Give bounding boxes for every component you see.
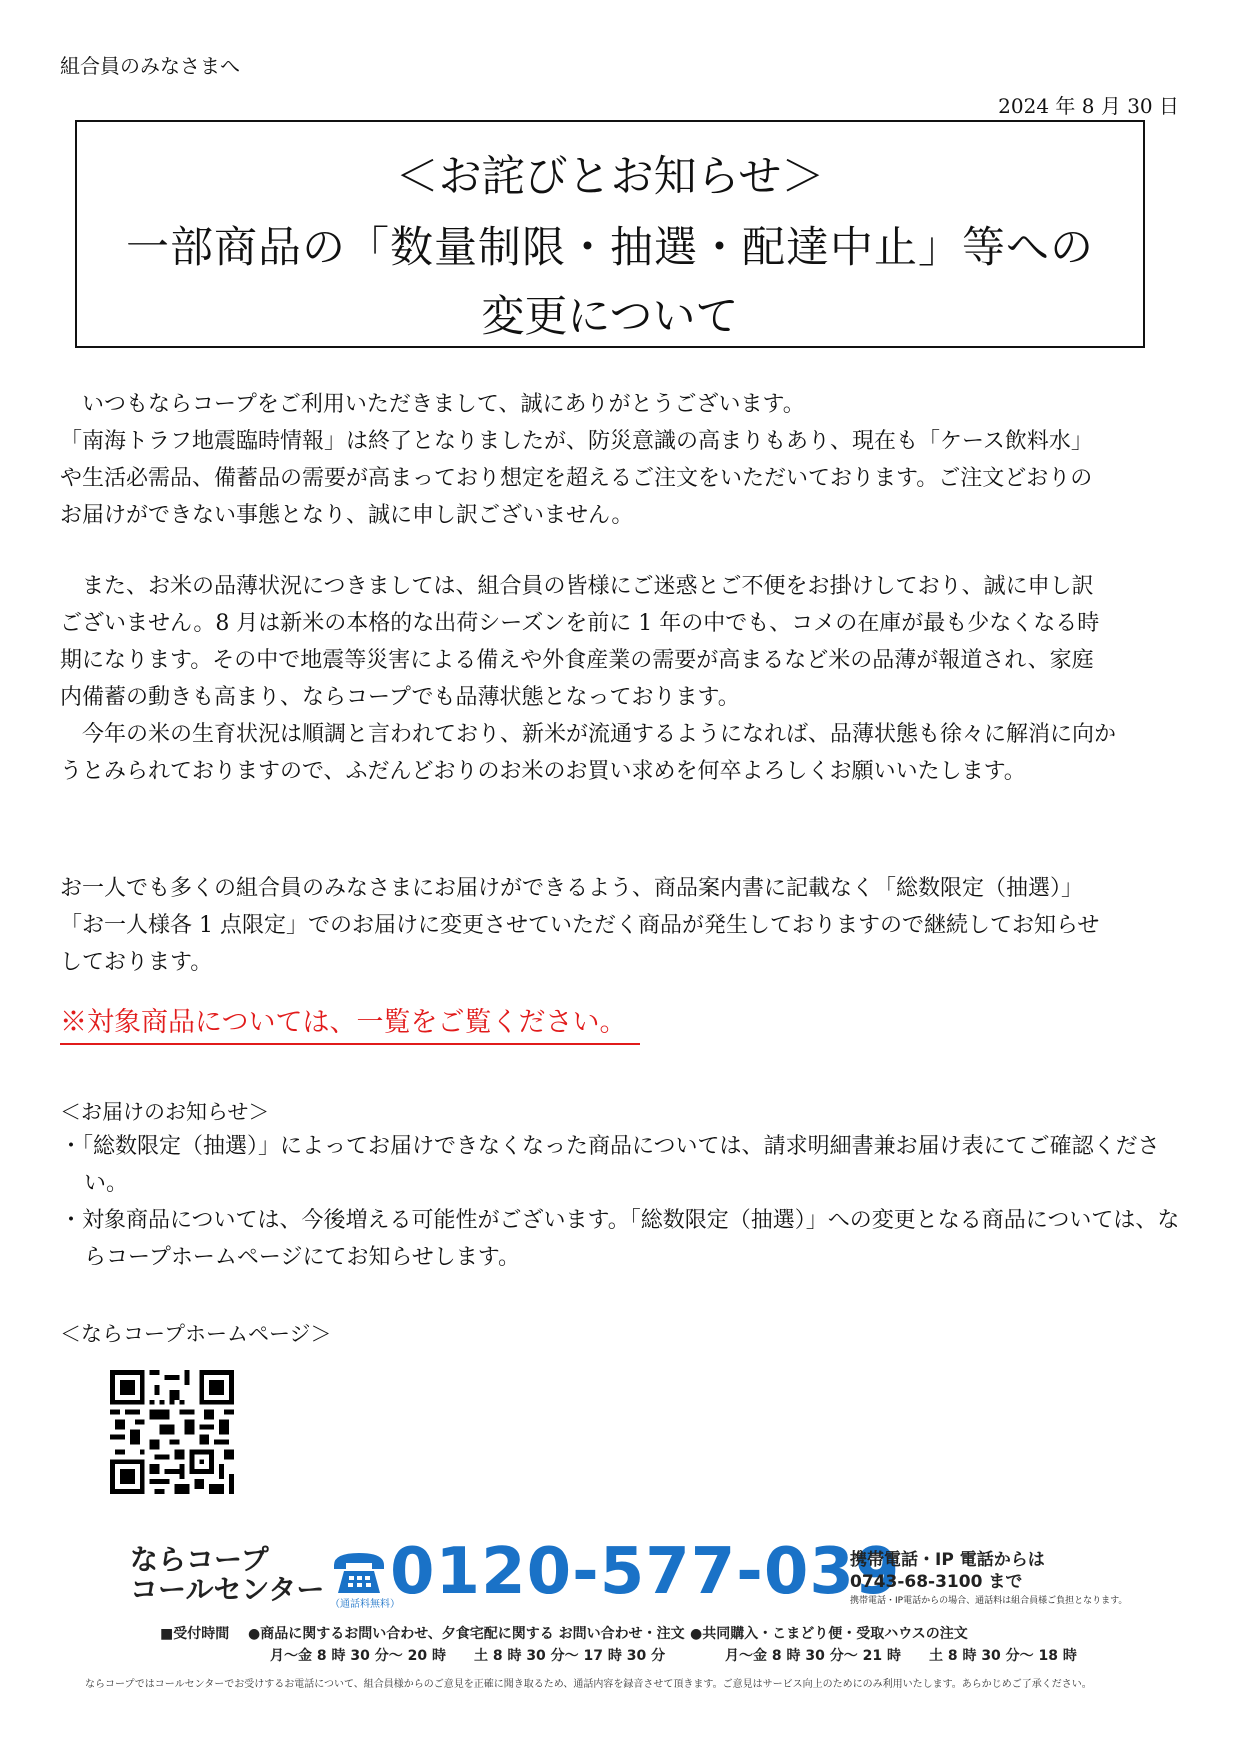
text-line: うとみられておりますので、ふだんどおりのお米のお買い求めを何卒よろしくお願いいたします。 (60, 759, 1026, 784)
text-line: や生活必需品、備蓄品の需要が高まっており想定を超えるご注文をいただいております。ご注文どおりの (60, 466, 1093, 491)
text-line: 「南海トラフ地震臨時情報」は終了となりましたが、防災意識の高まりもあり、現在も「ケース飲料水」 (60, 429, 1093, 454)
call-center-brand (130, 1545, 324, 1605)
title-box (75, 120, 1145, 348)
text-line: お届けができない事態となり、誠に申し訳ございません。 (60, 503, 634, 528)
hours-b-times: 月～金 8 時 30 分～ 21 時 土 8 時 30 分～ 18 時 (725, 1648, 1077, 1664)
hours-label: ■受付時間 (160, 1626, 230, 1642)
telephone-icon (330, 1547, 388, 1601)
text-line: また、お米の品薄状況につきましては、組合員の皆様にご迷惑とご不便をお掛けしており、誠に申し訳 (60, 574, 1094, 599)
mobile-phone-number[interactable]: 0743-68-3100 まで (850, 1572, 1023, 1592)
homepage-qr-code[interactable] (110, 1370, 234, 1494)
list-item: ・対象商品については、今後増える可能性がございます。「総数限定（抽選）」への変更となる商品については、ならコープホームページにてお知らせします。 (60, 1208, 1180, 1270)
list-item: ・「総数限定（抽選）」によってお届けできなくなった商品については、請求明細書兼お届け表にてご確認ください。 (60, 1134, 1160, 1196)
text-line: しております。 (60, 950, 213, 975)
text-line: 今年の米の生育状況は順調と言われており、新米が流通するようになれば、品薄状態も徐々に解消に向か (60, 722, 1117, 747)
mobile-phone-note: 携帯電話・IP電話からの場合、通話料は組合員様ご負担となります。 (850, 1596, 1128, 1606)
text-line: 内備蓄の動きも高まり、ならコープでも品薄状態となっております。 (60, 685, 740, 710)
text-line: ございません。8 月は新米の本格的な出荷シーズンを前に 1 年の中でも、コメの在庫が最も少なくなる時 (60, 611, 1100, 636)
text-line: お一人でも多くの組合員のみなさまにお届けができるよう、商品案内書に記載なく「総数限定（抽選）」 (60, 876, 1084, 901)
notice-link[interactable]: ※対象商品については、一覧をご覧ください。 (60, 1000, 640, 1045)
hours-a-label: ●商品に関するお問い合わせ、夕食宅配に関する お問い合わせ・注文 (248, 1626, 685, 1642)
brand-line: ならコープ (130, 1543, 269, 1576)
hours-b-label: ●共同購入・こまどり便・受取ハウスの注文 (690, 1626, 968, 1642)
toll-free-phone-number[interactable]: 0120-577-039 (390, 1535, 901, 1609)
title-line-2: 一部商品の「数量制限・抽選・配達中止」等への (126, 223, 1094, 273)
document-date: 2024 年 8 月 30 日 (998, 94, 1179, 118)
title-line-3: 変更について (481, 292, 739, 342)
recording-disclaimer: ならコープではコールセンターでお受けするお電話について、組合員様からのご意見を正確に聞き取るため、通話内容を録音させて頂きます。ご意見はサービス向上のためにのみ利用いたします。あらかじめご了承ください。 (85, 1679, 1092, 1690)
title-line-1: ＜お詫びとお知らせ＞ (395, 152, 825, 202)
hours-a-times: 月～金 8 時 30 分～ 20 時 土 8 時 30 分～ 17 時 30 分 (270, 1648, 666, 1664)
brand-line: コールセンター (130, 1573, 325, 1606)
paragraph-rice (60, 568, 1185, 790)
text-line: 期になります。その中で地震等災害による備えや外食産業の需要が高まるなど米の品薄が報道され、家庭 (60, 648, 1094, 673)
homepage-heading: ＜ならコープホームページ＞ (60, 1322, 332, 1346)
free-call-label: （通話料無料） (330, 1599, 400, 1610)
paragraph-limit (60, 870, 1185, 981)
delivery-heading: ＜お届けのお知らせ＞ (60, 1100, 270, 1124)
paragraph-greeting (60, 386, 1185, 534)
mobile-phone-label: 携帯電話・IP 電話からは (850, 1550, 1045, 1570)
delivery-bullets (60, 1128, 1185, 1276)
text-line: 「お一人様各 1 点限定」でのお届けに変更させていただく商品が発生しておりますので継続してお知らせ (60, 913, 1100, 938)
addressee: 組合員のみなさまへ (60, 54, 240, 78)
text-line: いつもならコープをご利用いただきまして、誠にありがとうございます。 (60, 392, 805, 417)
